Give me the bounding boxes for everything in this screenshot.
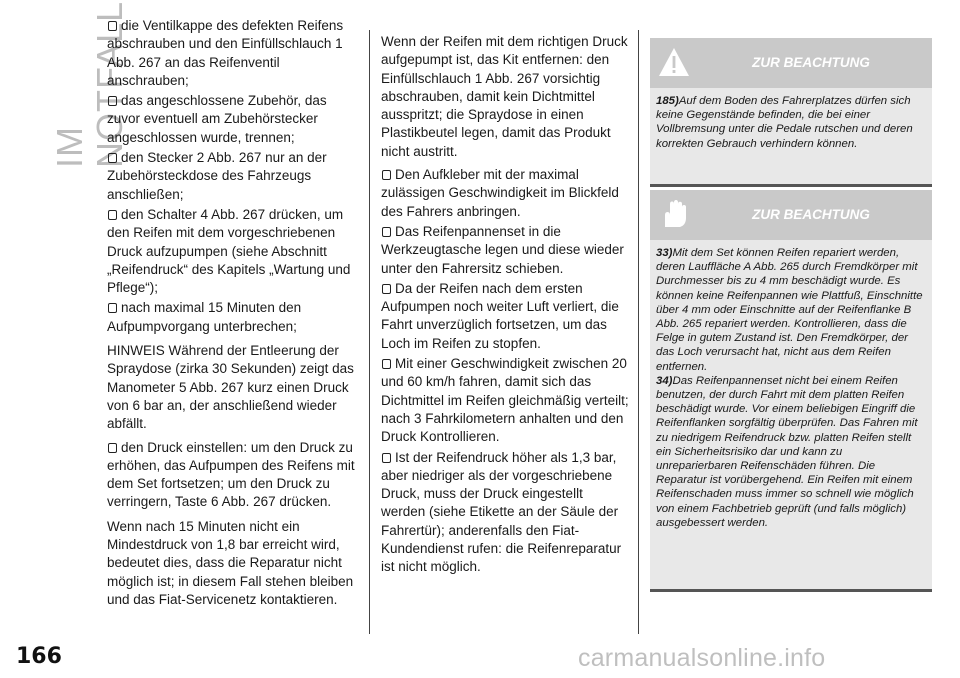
bullet-square-icon bbox=[382, 284, 391, 294]
list-item: nach maximal 15 Minuten den Aufpumpvorgang unterbrechen; bbox=[107, 300, 302, 334]
note-header bbox=[650, 190, 932, 240]
bullet-square-icon bbox=[382, 453, 391, 463]
bullet-square-icon bbox=[108, 443, 117, 453]
section-tab: IM NOTFALL bbox=[49, 0, 130, 168]
list-item: die Ventilkappe des defekten Reifens abschrauben und den Einfüllschlauch 1 Abb. 267 an das Reifenventil anschrauben; bbox=[107, 18, 344, 88]
note-number: 34) bbox=[656, 374, 673, 387]
note-body bbox=[650, 240, 932, 530]
note-header bbox=[650, 38, 932, 88]
hinweis-paragraph: HINWEIS Während der Entleerung der Spraydose (zirka 30 Sekunden) zeigt das Manometer 5 Abb. 267 kurz einen Druck von 6 bar an, der anschließend wieder abfällt. bbox=[107, 343, 354, 432]
bullet-square-icon bbox=[382, 227, 391, 237]
column-divider bbox=[369, 30, 370, 634]
note-title: ZUR BEACHTUNG bbox=[752, 207, 870, 222]
note-number: 185) bbox=[656, 95, 679, 107]
bullet-square-icon bbox=[108, 210, 117, 220]
page-number: 166 bbox=[16, 644, 62, 669]
list-item: Ist der Reifendruck höher als 1,3 bar, aber niedriger als der vorgeschriebene Druck, muss der Druck eingestellt werden (siehe Etikette an der Säule der Fahrertür); anderenfalls den Fiat-Kundendienst rufen: die Reifenreparatur ist nicht möglich. bbox=[381, 449, 622, 575]
list-item: Den Aufkleber mit der maximal zulässigen Geschwindigkeit im Blickfeld des Fahrers anbringen. bbox=[381, 167, 619, 219]
column-divider bbox=[638, 30, 639, 634]
bullet-square-icon bbox=[108, 21, 117, 31]
warning-note-1 bbox=[650, 38, 932, 187]
intro-paragraph: Wenn der Reifen mit dem richtigen Druck aufgepumpt ist, das Kit entfernen: den Einfüllschlauch 1 Abb. 267 vorsichtig abschrauben, damit kein Dichtmittel ausspritzt; die Spraydose in einen Plastikbeutel legen, damit das Produkt nicht austritt. bbox=[381, 34, 628, 159]
warning-note-2 bbox=[650, 190, 932, 592]
list-item: Mit einer Geschwindigkeit zwischen 20 und 60 km/h fahren, damit sich das Dichtmittel im Reifen gleichmäßig verteilt; nach 3 Fahrkilometern anhalten und den Druck Kontrollieren. bbox=[381, 356, 629, 445]
bullet-square-icon bbox=[382, 359, 391, 369]
list-item: den Druck einstellen: um den Druck zu erhöhen, das Aufpumpen des Reifens mit dem Set fortsetzen; um den Druck zu verringern, Taste 6 Abb. 267 drücken. bbox=[107, 439, 355, 510]
note-text: Das Reifenpannenset nicht bei einem Reifen benutzen, der durch Fahrt mit dem platten Reifen beschädigt wurde. Vor einem beliebigen Eingriff die Reifenflanken sorgfältig überprüfen. Das Fahren mit zu niedrigem Reifendruck bzw. platten Reifen stellt ein Sicherheitsrisiko dar und kann zu unreparierbaren Reifenschäden führen. Die Reparatur ist vorübergehend. Ein Reifen mit einem Reifenschaden muss immer so schnell wie möglich von einem Fachbetrieb geprüft (und falls möglich) ausgebessert werden. bbox=[656, 374, 918, 529]
list-item: den Schalter 4 Abb. 267 drücken, um den Reifen mit dem vorgeschriebenen Druck aufzupumpen (siehe Abschnitt „Reifendruck“ des Kapitels „Wartung und Pflege“); bbox=[107, 206, 351, 296]
bullet-square-icon bbox=[108, 96, 117, 106]
list-item: das angeschlossene Zubehör, das zuvor eventuell am Zubehörstecker angeschlossen wurde, trennen; bbox=[107, 93, 327, 145]
note-text: Auf dem Boden des Fahrerplatzes dürfen sich keine Gegenstände befinden, die bei einer Vollbremsung unter die Pedale rutschen und deren korrekten Gebrauch verhindern können. bbox=[656, 95, 913, 150]
list-item: Das Reifenpannenset in die Werkzeugtasche legen und diese wieder unter den Fahrersitz schieben. bbox=[381, 223, 624, 276]
list-item: Da der Reifen nach dem ersten Aufpumpen noch weiter Luft verliert, die Fahrt unverzüglich fortsetzen, um das Loch im Reifen zu stopfen. bbox=[381, 280, 619, 351]
column-2 bbox=[381, 33, 629, 579]
column-1 bbox=[107, 17, 359, 614]
bullet-square-icon bbox=[108, 153, 117, 163]
note-text: Mit dem Set können Reifen repariert werden, deren Lauffläche A Abb. 265 durch Fremdkörper mit Durchmesser bis zu 4 mm beschädigt wurde. Es können keine Reifenpannen wie Plattfuß, Einschnitte über 4 mm oder Einschnitte auf der Reifenflanke B Abb. 265 repariert werden. Kontrollieren, dass die Felge in gutem Zustand ist. Den Fremdkörper, der das Loch verursacht hat, nicht aus dem Reifen entfernen. bbox=[656, 247, 923, 373]
note-number: 33) bbox=[656, 247, 673, 259]
bullet-square-icon bbox=[108, 303, 117, 313]
final-paragraph: Wenn nach 15 Minuten nicht ein Mindestdruck von 1,8 bar erreicht wird, bedeutet dies, dass die Reparatur nicht möglich ist; in diesem Fall stehen bleiben und das Fiat-Servicenetz kontaktieren. bbox=[107, 518, 354, 607]
watermark: carmanualsonline.info bbox=[578, 644, 826, 672]
note-body bbox=[650, 88, 932, 151]
bullet-square-icon bbox=[382, 170, 391, 180]
note-title: ZUR BEACHTUNG bbox=[752, 55, 870, 70]
list-item: den Stecker 2 Abb. 267 nur an der Zubehörsteckdose des Fahrzeugs anschließen; bbox=[107, 150, 327, 202]
